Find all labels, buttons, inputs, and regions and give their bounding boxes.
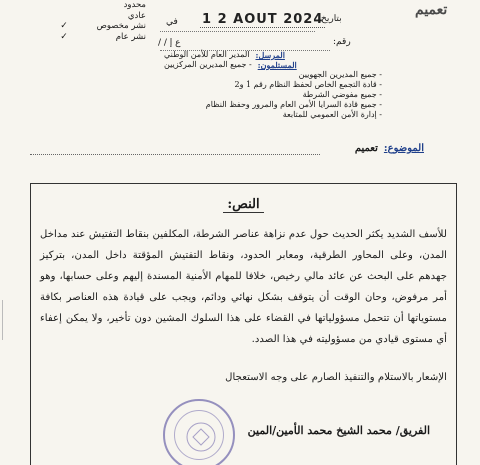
reference-number: / / ع إ xyxy=(158,38,181,48)
checklist-label: نشر عام xyxy=(115,31,146,42)
recipient-item: - إدارة الأمن العمومي للمتابعة xyxy=(282,110,382,119)
document-title: تعميم xyxy=(415,2,448,18)
checklist-item xyxy=(58,0,146,11)
body-heading-text: النص: xyxy=(223,197,263,213)
closing-line: الإشعار بالاستلام والتنفيذ الصارم على وجه الاستعجال xyxy=(225,372,447,383)
recipient-item: - جميع قادة السرايا الأمن العام والمرور وحفظ النظام xyxy=(205,100,382,109)
checklist-label: عادي xyxy=(127,10,146,21)
date-stamp: 1 2 AOUT 2024 xyxy=(202,12,324,27)
checklist-item xyxy=(58,11,146,22)
sender-line xyxy=(164,50,424,60)
body-paragraph: للأسف الشديد يكثر الحديث حول عدم نزاهة عناصر الشرطة، المكلفين بنقاط التفتيش عند مداخل المدن، وعلى المحاور الطرقية، ومعابر الحدود، ونقاط التفتيش المؤقتة داخل المدن، بتركيز جهدهم على البحث عن عائد مالي رخيص، خلافا للمهام الأمنية المسندة إليهم وعلى حسابها، وهو أمر مرفوض، وحان الوقت أن يتوقف بشكل نهائي ودائم، ويجب على قيادة هذه العناصر بكافة مستوياتها أن تتحمل مسؤولياتها في القضاء على هذا السلوك المشين دون تأخير، ولا يمكن إعفاء أي مستوى قيادي من مسؤوليته في هذا الصدد. xyxy=(40,229,447,345)
margin-mark xyxy=(2,300,13,340)
official-stamp xyxy=(163,399,235,465)
recipients-line xyxy=(164,60,424,70)
sender-value: المدير العام للأمن الوطني xyxy=(164,50,250,59)
checklist-label: محدود xyxy=(123,0,146,10)
subject-dotted-line xyxy=(30,154,320,155)
recipients-label: المستلمون: xyxy=(257,60,297,70)
check-mark-icon xyxy=(58,0,70,11)
recipient-item: - قادة التجمع الخاص لحفظ النظام رقم 1 و2 xyxy=(234,80,382,89)
date-dotted-line xyxy=(160,30,315,32)
recipient-item: - جميع المديرين المركزيين xyxy=(164,60,252,69)
date-label: بتاريخ: xyxy=(318,14,342,24)
checklist-item xyxy=(58,32,146,43)
recipient-item: - جميع المديرين الجهويين xyxy=(298,70,382,79)
reference-label: رقم: xyxy=(333,37,351,47)
check-mark-icon xyxy=(58,11,70,22)
recipient-item: - جميع مفوضي الشرطة xyxy=(302,90,382,99)
signature-line: الفريق/ محمد الشيخ محمد الأمين/المين xyxy=(247,424,430,437)
body-box xyxy=(30,183,457,465)
date-prefix: في xyxy=(166,17,178,27)
check-mark-icon: ✓ xyxy=(60,21,68,31)
checklist-item xyxy=(58,21,146,32)
sender-label: المرسل: xyxy=(255,50,285,60)
subject-row xyxy=(355,143,424,154)
checklist-label: نشر مخصوص xyxy=(96,21,146,31)
sender-block xyxy=(164,50,424,120)
stamp-seal-icon xyxy=(165,401,237,465)
check-mark-icon: ✓ xyxy=(60,31,68,42)
body-text xyxy=(40,224,447,350)
distribution-checklist xyxy=(58,0,146,42)
body-heading xyxy=(31,197,456,212)
subject-value: تعميم xyxy=(354,143,378,154)
subject-label: الموضوع: xyxy=(383,143,424,154)
